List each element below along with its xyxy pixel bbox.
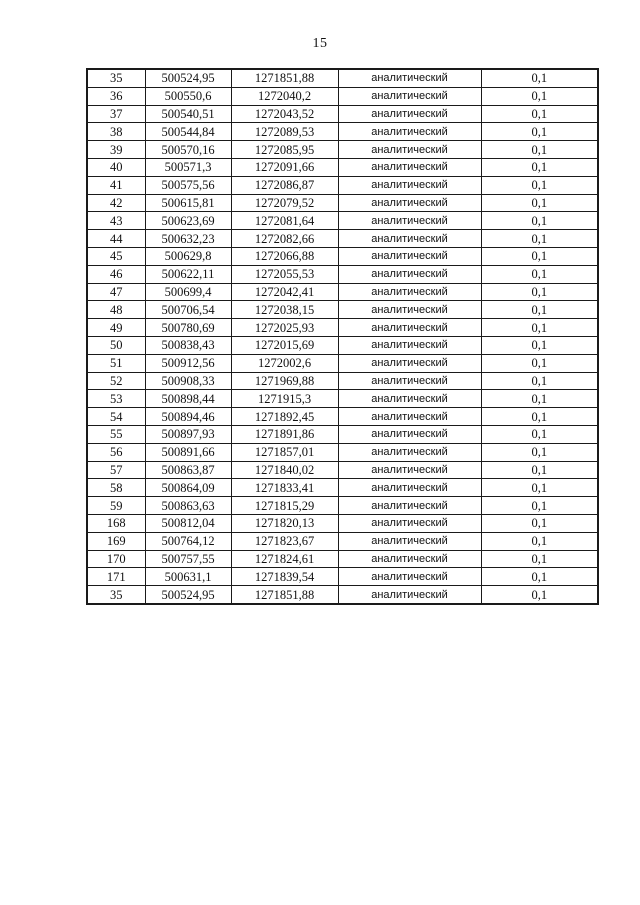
y-coordinate-cell: 1272086,87 bbox=[231, 176, 338, 194]
table-row bbox=[87, 354, 598, 372]
table-row bbox=[87, 479, 598, 497]
y-coordinate-cell: 1272082,66 bbox=[231, 230, 338, 248]
point-number-cell: 44 bbox=[87, 230, 145, 248]
point-number-cell: 39 bbox=[87, 141, 145, 159]
method-cell: аналитический bbox=[338, 230, 481, 248]
y-coordinate-cell: 1272002,6 bbox=[231, 354, 338, 372]
method-cell: аналитический bbox=[338, 336, 481, 354]
table-row bbox=[87, 230, 598, 248]
accuracy-cell: 0,1 bbox=[481, 461, 598, 479]
point-number-cell: 46 bbox=[87, 265, 145, 283]
accuracy-cell: 0,1 bbox=[481, 390, 598, 408]
x-coordinate-cell: 500570,16 bbox=[145, 141, 231, 159]
table-row bbox=[87, 461, 598, 479]
method-cell: аналитический bbox=[338, 194, 481, 212]
method-cell: аналитический bbox=[338, 283, 481, 301]
accuracy-cell: 0,1 bbox=[481, 408, 598, 426]
table-row bbox=[87, 265, 598, 283]
point-number-cell: 36 bbox=[87, 87, 145, 105]
x-coordinate-cell: 500706,54 bbox=[145, 301, 231, 319]
method-cell: аналитический bbox=[338, 176, 481, 194]
accuracy-cell: 0,1 bbox=[481, 247, 598, 265]
coordinates-table-body bbox=[87, 69, 598, 604]
y-coordinate-cell: 1272055,53 bbox=[231, 265, 338, 283]
accuracy-cell: 0,1 bbox=[481, 336, 598, 354]
y-coordinate-cell: 1271833,41 bbox=[231, 479, 338, 497]
x-coordinate-cell: 500631,1 bbox=[145, 568, 231, 586]
y-coordinate-cell: 1272042,41 bbox=[231, 283, 338, 301]
x-coordinate-cell: 500894,46 bbox=[145, 408, 231, 426]
point-number-cell: 59 bbox=[87, 497, 145, 515]
point-number-cell: 58 bbox=[87, 479, 145, 497]
method-cell: аналитический bbox=[338, 141, 481, 159]
table-row bbox=[87, 336, 598, 354]
x-coordinate-cell: 500912,56 bbox=[145, 354, 231, 372]
accuracy-cell: 0,1 bbox=[481, 69, 598, 87]
point-number-cell: 51 bbox=[87, 354, 145, 372]
method-cell: аналитический bbox=[338, 265, 481, 283]
method-cell: аналитический bbox=[338, 390, 481, 408]
table-row bbox=[87, 105, 598, 123]
accuracy-cell: 0,1 bbox=[481, 319, 598, 337]
y-coordinate-cell: 1271823,67 bbox=[231, 532, 338, 550]
y-coordinate-cell: 1272091,66 bbox=[231, 158, 338, 176]
accuracy-cell: 0,1 bbox=[481, 354, 598, 372]
method-cell: аналитический bbox=[338, 443, 481, 461]
y-coordinate-cell: 1272040,2 bbox=[231, 87, 338, 105]
method-cell: аналитический bbox=[338, 247, 481, 265]
accuracy-cell: 0,1 bbox=[481, 194, 598, 212]
method-cell: аналитический bbox=[338, 301, 481, 319]
method-cell: аналитический bbox=[338, 354, 481, 372]
table-row bbox=[87, 390, 598, 408]
method-cell: аналитический bbox=[338, 479, 481, 497]
x-coordinate-cell: 500615,81 bbox=[145, 194, 231, 212]
x-coordinate-cell: 500897,93 bbox=[145, 425, 231, 443]
point-number-cell: 52 bbox=[87, 372, 145, 390]
x-coordinate-cell: 500757,55 bbox=[145, 550, 231, 568]
y-coordinate-cell: 1271815,29 bbox=[231, 497, 338, 515]
point-number-cell: 50 bbox=[87, 336, 145, 354]
point-number-cell: 42 bbox=[87, 194, 145, 212]
accuracy-cell: 0,1 bbox=[481, 265, 598, 283]
y-coordinate-cell: 1271969,88 bbox=[231, 372, 338, 390]
method-cell: аналитический bbox=[338, 568, 481, 586]
point-number-cell: 35 bbox=[87, 586, 145, 604]
page-number: 15 bbox=[312, 36, 328, 51]
point-number-cell: 53 bbox=[87, 390, 145, 408]
point-number-cell: 49 bbox=[87, 319, 145, 337]
x-coordinate-cell: 500863,63 bbox=[145, 497, 231, 515]
point-number-cell: 56 bbox=[87, 443, 145, 461]
y-coordinate-cell: 1272038,15 bbox=[231, 301, 338, 319]
method-cell: аналитический bbox=[338, 550, 481, 568]
accuracy-cell: 0,1 bbox=[481, 514, 598, 532]
table-row bbox=[87, 283, 598, 301]
y-coordinate-cell: 1272079,52 bbox=[231, 194, 338, 212]
table-row bbox=[87, 497, 598, 515]
accuracy-cell: 0,1 bbox=[481, 176, 598, 194]
table-row bbox=[87, 212, 598, 230]
x-coordinate-cell: 500540,51 bbox=[145, 105, 231, 123]
y-coordinate-cell: 1271824,61 bbox=[231, 550, 338, 568]
y-coordinate-cell: 1271851,88 bbox=[231, 69, 338, 87]
point-number-cell: 38 bbox=[87, 123, 145, 141]
y-coordinate-cell: 1271820,13 bbox=[231, 514, 338, 532]
point-number-cell: 45 bbox=[87, 247, 145, 265]
table-row bbox=[87, 443, 598, 461]
method-cell: аналитический bbox=[338, 532, 481, 550]
x-coordinate-cell: 500838,43 bbox=[145, 336, 231, 354]
x-coordinate-cell: 500629,8 bbox=[145, 247, 231, 265]
y-coordinate-cell: 1272025,93 bbox=[231, 319, 338, 337]
table-row bbox=[87, 301, 598, 319]
method-cell: аналитический bbox=[338, 461, 481, 479]
x-coordinate-cell: 500699,4 bbox=[145, 283, 231, 301]
method-cell: аналитический bbox=[338, 319, 481, 337]
y-coordinate-cell: 1272043,52 bbox=[231, 105, 338, 123]
table-row bbox=[87, 425, 598, 443]
method-cell: аналитический bbox=[338, 69, 481, 87]
accuracy-cell: 0,1 bbox=[481, 105, 598, 123]
table-row bbox=[87, 158, 598, 176]
x-coordinate-cell: 500780,69 bbox=[145, 319, 231, 337]
x-coordinate-cell: 500632,23 bbox=[145, 230, 231, 248]
table-row bbox=[87, 514, 598, 532]
point-number-cell: 48 bbox=[87, 301, 145, 319]
table-row bbox=[87, 550, 598, 568]
x-coordinate-cell: 500622,11 bbox=[145, 265, 231, 283]
point-number-cell: 54 bbox=[87, 408, 145, 426]
y-coordinate-cell: 1271839,54 bbox=[231, 568, 338, 586]
point-number-cell: 170 bbox=[87, 550, 145, 568]
x-coordinate-cell: 500524,95 bbox=[145, 69, 231, 87]
table-row bbox=[87, 87, 598, 105]
point-number-cell: 35 bbox=[87, 69, 145, 87]
accuracy-cell: 0,1 bbox=[481, 158, 598, 176]
x-coordinate-cell: 500764,12 bbox=[145, 532, 231, 550]
coordinates-table bbox=[86, 68, 599, 605]
accuracy-cell: 0,1 bbox=[481, 301, 598, 319]
accuracy-cell: 0,1 bbox=[481, 141, 598, 159]
y-coordinate-cell: 1271915,3 bbox=[231, 390, 338, 408]
x-coordinate-cell: 500623,69 bbox=[145, 212, 231, 230]
method-cell: аналитический bbox=[338, 497, 481, 515]
table-row bbox=[87, 319, 598, 337]
method-cell: аналитический bbox=[338, 105, 481, 123]
point-number-cell: 41 bbox=[87, 176, 145, 194]
x-coordinate-cell: 500544,84 bbox=[145, 123, 231, 141]
accuracy-cell: 0,1 bbox=[481, 497, 598, 515]
table-row bbox=[87, 123, 598, 141]
accuracy-cell: 0,1 bbox=[481, 532, 598, 550]
method-cell: аналитический bbox=[338, 408, 481, 426]
y-coordinate-cell: 1272085,95 bbox=[231, 141, 338, 159]
y-coordinate-cell: 1271857,01 bbox=[231, 443, 338, 461]
point-number-cell: 40 bbox=[87, 158, 145, 176]
method-cell: аналитический bbox=[338, 123, 481, 141]
table-row bbox=[87, 408, 598, 426]
point-number-cell: 171 bbox=[87, 568, 145, 586]
point-number-cell: 43 bbox=[87, 212, 145, 230]
accuracy-cell: 0,1 bbox=[481, 372, 598, 390]
accuracy-cell: 0,1 bbox=[481, 123, 598, 141]
table-row bbox=[87, 247, 598, 265]
y-coordinate-cell: 1272066,88 bbox=[231, 247, 338, 265]
point-number-cell: 47 bbox=[87, 283, 145, 301]
table-row bbox=[87, 176, 598, 194]
x-coordinate-cell: 500908,33 bbox=[145, 372, 231, 390]
accuracy-cell: 0,1 bbox=[481, 586, 598, 604]
method-cell: аналитический bbox=[338, 514, 481, 532]
point-number-cell: 57 bbox=[87, 461, 145, 479]
accuracy-cell: 0,1 bbox=[481, 212, 598, 230]
accuracy-cell: 0,1 bbox=[481, 550, 598, 568]
accuracy-cell: 0,1 bbox=[481, 479, 598, 497]
method-cell: аналитический bbox=[338, 372, 481, 390]
method-cell: аналитический bbox=[338, 425, 481, 443]
x-coordinate-cell: 500550,6 bbox=[145, 87, 231, 105]
y-coordinate-cell: 1271851,88 bbox=[231, 586, 338, 604]
x-coordinate-cell: 500575,56 bbox=[145, 176, 231, 194]
y-coordinate-cell: 1272015,69 bbox=[231, 336, 338, 354]
accuracy-cell: 0,1 bbox=[481, 443, 598, 461]
y-coordinate-cell: 1272089,53 bbox=[231, 123, 338, 141]
table-row bbox=[87, 568, 598, 586]
y-coordinate-cell: 1272081,64 bbox=[231, 212, 338, 230]
y-coordinate-cell: 1271840,02 bbox=[231, 461, 338, 479]
x-coordinate-cell: 500571,3 bbox=[145, 158, 231, 176]
accuracy-cell: 0,1 bbox=[481, 87, 598, 105]
x-coordinate-cell: 500812,04 bbox=[145, 514, 231, 532]
table-row bbox=[87, 69, 598, 87]
table-row bbox=[87, 194, 598, 212]
x-coordinate-cell: 500891,66 bbox=[145, 443, 231, 461]
accuracy-cell: 0,1 bbox=[481, 568, 598, 586]
x-coordinate-cell: 500863,87 bbox=[145, 461, 231, 479]
method-cell: аналитический bbox=[338, 586, 481, 604]
accuracy-cell: 0,1 bbox=[481, 230, 598, 248]
method-cell: аналитический bbox=[338, 87, 481, 105]
method-cell: аналитический bbox=[338, 212, 481, 230]
table-row bbox=[87, 586, 598, 604]
method-cell: аналитический bbox=[338, 158, 481, 176]
point-number-cell: 168 bbox=[87, 514, 145, 532]
accuracy-cell: 0,1 bbox=[481, 425, 598, 443]
table-row bbox=[87, 141, 598, 159]
y-coordinate-cell: 1271892,45 bbox=[231, 408, 338, 426]
x-coordinate-cell: 500864,09 bbox=[145, 479, 231, 497]
point-number-cell: 169 bbox=[87, 532, 145, 550]
y-coordinate-cell: 1271891,86 bbox=[231, 425, 338, 443]
table-row bbox=[87, 532, 598, 550]
accuracy-cell: 0,1 bbox=[481, 283, 598, 301]
point-number-cell: 37 bbox=[87, 105, 145, 123]
point-number-cell: 55 bbox=[87, 425, 145, 443]
x-coordinate-cell: 500898,44 bbox=[145, 390, 231, 408]
x-coordinate-cell: 500524,95 bbox=[145, 586, 231, 604]
table-row bbox=[87, 372, 598, 390]
